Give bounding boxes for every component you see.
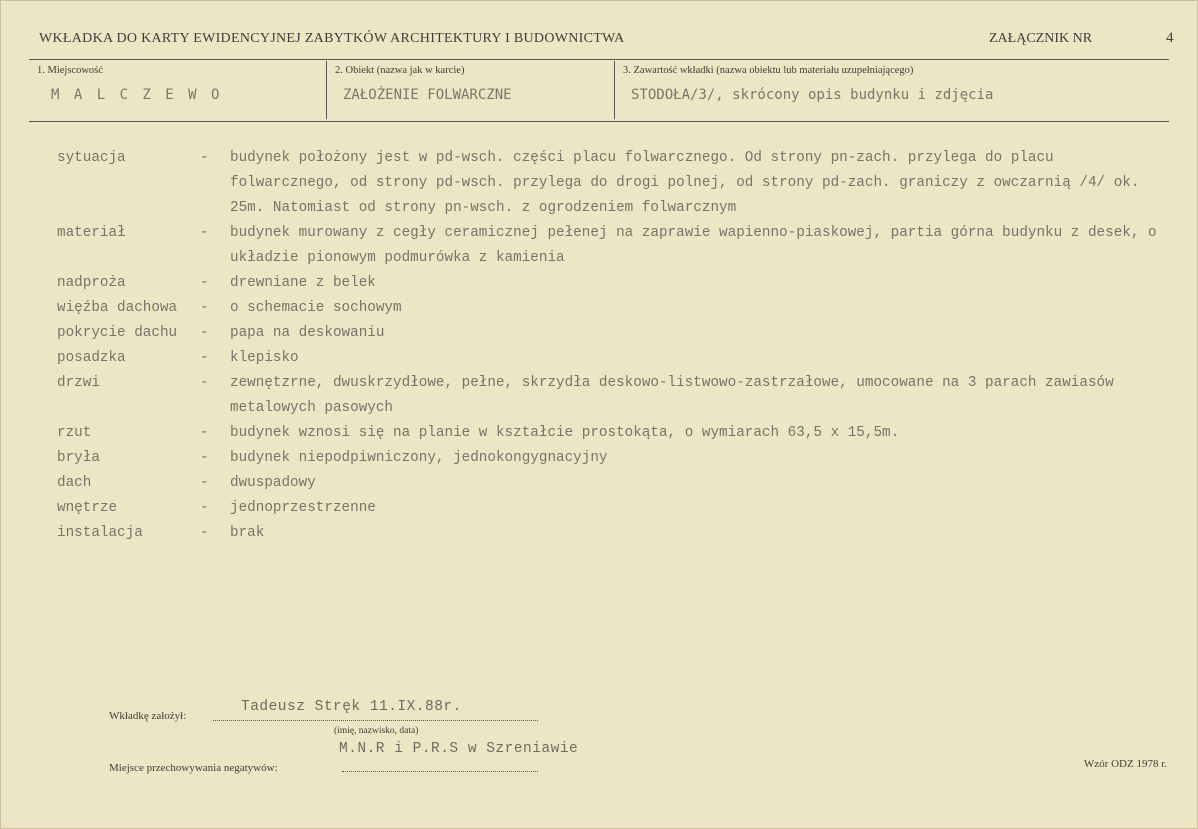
row-term: rzut xyxy=(57,425,92,441)
row-desc: zewnętzrne, dwuskrzydłowe, pełne, skrzydła deskowo-listwowo-zastrzałowe, umocowane na 3 parach zawiasów metalowych pasowych xyxy=(230,375,1114,416)
row-term: sytuacja xyxy=(57,150,126,166)
row-dash: - xyxy=(200,350,209,366)
annex-number: 4 xyxy=(1166,30,1174,46)
locality-field xyxy=(29,61,319,119)
negatives-value: M.N.R i P.R.S w Szreniawie xyxy=(339,741,579,757)
locality-label: 1. Miejscowość xyxy=(37,65,103,76)
row-bryla xyxy=(57,446,1157,471)
card-title: WKŁADKA DO KARTY EWIDENCYJNEJ ZABYTKÓW ARCHITEKTURY I BUDOWNICTWA xyxy=(39,31,625,46)
row-desc: klepisko xyxy=(230,350,299,366)
author-label: Wkładkę założył: xyxy=(109,710,187,722)
row-term: bryła xyxy=(57,450,100,466)
row-term: dach xyxy=(57,475,92,491)
locality-value: M A L C Z E W O xyxy=(51,87,223,103)
row-rzut xyxy=(57,421,1157,446)
row-dash: - xyxy=(200,275,209,291)
negatives-line xyxy=(342,771,538,772)
top-rule xyxy=(29,59,1169,60)
row-desc: dwuspadowy xyxy=(230,475,316,491)
object-value: ZAŁOŻENIE FOLWARCZNE xyxy=(343,87,512,103)
row-dash: - xyxy=(200,375,209,391)
row-wnetrze xyxy=(57,496,1157,521)
row-dash: - xyxy=(200,150,209,166)
negatives-label: Miejsce przechowywania negatywów: xyxy=(109,762,278,774)
row-nadproza xyxy=(57,271,1157,296)
row-pokrycie xyxy=(57,321,1157,346)
header-bottom-rule xyxy=(29,121,1169,122)
row-material xyxy=(57,221,1157,271)
row-term: pokrycie dachu xyxy=(57,325,178,341)
row-desc: budynek murowany z cegły ceramicznej pełenej na zaprawie wapienno-piaskowej, partia górna budynku z desek, o układzie pionowym podmurówka z kamienia xyxy=(230,225,1157,266)
row-desc: budynek położony jest w pd-wsch. części placu folwarcznego. Od strony pn-zach. przylega do placu folwarcznego, od strony pd-wsch. przylega do drogi polnej, od strony pd-zach. graniczy z owczarnią /4/ ok. 25m. Natomiast od strony pn-wsch. z ogrodzeniem folwarcznym xyxy=(230,150,1140,216)
content-value: STODOŁA/3/, skrócony opis budynku i zdjęcia xyxy=(631,87,994,103)
row-desc: o schemacie sochowym xyxy=(230,300,402,316)
row-desc: brak xyxy=(230,525,265,541)
form-pattern: Wzór ODZ 1978 r. xyxy=(1083,758,1167,770)
row-dash: - xyxy=(200,325,209,341)
row-dash: - xyxy=(200,450,209,466)
row-dash: - xyxy=(200,475,209,491)
row-dash: - xyxy=(200,300,209,316)
header-fields xyxy=(29,61,1169,121)
row-sytuacja xyxy=(57,146,1157,221)
object-field xyxy=(326,61,615,119)
row-term: drzwi xyxy=(57,375,100,391)
row-desc: papa na deskowaniu xyxy=(230,325,385,341)
row-dash: - xyxy=(200,500,209,516)
annex-label: ZAŁĄCZNIK NR xyxy=(989,31,1093,46)
author-hint: (imię, nazwisko, data) xyxy=(334,726,419,736)
row-wiezba xyxy=(57,296,1157,321)
content-field xyxy=(614,61,1172,119)
row-desc: jednoprzestrzenne xyxy=(230,500,376,516)
description-list xyxy=(57,146,1157,546)
row-term: posadzka xyxy=(57,350,126,366)
row-desc: budynek wznosi się na planie w kształcie prostokąta, o wymiarach 63,5 x 15,5m. xyxy=(230,425,900,441)
object-label: 2. Obiekt (nazwa jak w karcie) xyxy=(335,65,465,76)
row-drzwi xyxy=(57,371,1157,421)
row-dash: - xyxy=(200,225,209,241)
content-label: 3. Zawartość wkładki (nazwa obiektu lub materiału uzupełniającego) xyxy=(623,65,914,76)
row-term: nadproża xyxy=(57,275,126,291)
author-line xyxy=(213,720,538,721)
row-instalacja xyxy=(57,521,1157,546)
row-term: wnętrze xyxy=(57,500,118,516)
card-header xyxy=(39,30,1174,53)
row-term: więźba dachowa xyxy=(57,300,178,316)
row-desc: budynek niepodpiwniczony, jednokongygnacyjny xyxy=(230,450,608,466)
row-posadzka xyxy=(57,346,1157,371)
row-term: materiał xyxy=(57,225,126,241)
row-dach xyxy=(57,471,1157,496)
row-desc: drewniane z belek xyxy=(230,275,376,291)
row-dash: - xyxy=(200,425,209,441)
row-dash: - xyxy=(200,525,209,541)
row-term: instalacja xyxy=(57,525,143,541)
author-value: Tadeusz Stręk 11.IX.88r. xyxy=(241,699,462,715)
